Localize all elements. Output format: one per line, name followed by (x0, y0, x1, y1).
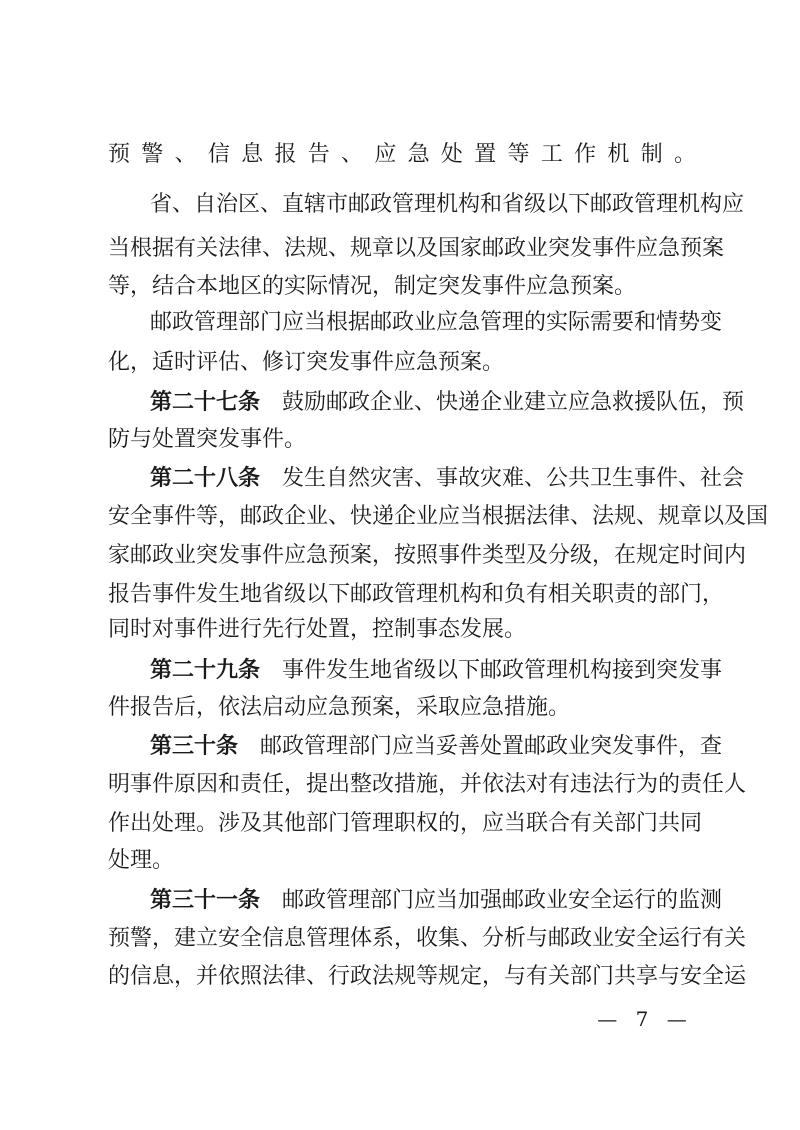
text-line: 第三十一条 邮政管理部门应当加强邮政业安全运行的监测 (150, 888, 723, 913)
text-line: 等，结合本地区的实际情况，制定突发事件应急预案。 (108, 274, 637, 299)
text-line: 作出处理。涉及其他部门管理职权的，应当联合有关部门共同 (108, 811, 703, 836)
article-number: 第二十八条 (150, 466, 261, 491)
text-line: 安全事件等，邮政企业、快递企业应当根据法律、法规、规章以及国 (108, 504, 769, 529)
text-line: 家邮政业突发事件应急预案，按照事件类型及分级，在规定时间内 (108, 543, 747, 568)
text-line: 的信息，并依照法律、行政法规等规定，与有关部门共享与安全运 (108, 964, 747, 989)
text-line: 报告事件发生地省级以下邮政管理机构和负有相关职责的部门， (108, 582, 725, 607)
text-line: 化，适时评估、修订突发事件应急预案。 (108, 350, 505, 375)
article-number: 第二十七条 (150, 390, 261, 415)
text-line: 第二十七条 鼓励邮政企业、快递企业建立应急救援队伍，预 (150, 390, 745, 415)
text-line: 邮政管理部门应当根据邮政业应急管理的实际需要和情势变 (150, 310, 723, 335)
article-number: 第二十九条 (150, 658, 261, 683)
page-number: — 7 — (597, 1007, 693, 1031)
text-line: 当根据有关法律、法规、规章以及国家邮政业突发事件应急预案 (108, 236, 725, 261)
text-line: 件报告后，依法启动应急预案，采取应急措施。 (108, 695, 571, 720)
text-line: 防与处置突发事件。 (108, 427, 307, 452)
text-line: 第三十条 邮政管理部门应当妥善处置邮政业突发事件，查 (150, 734, 723, 759)
text-line: 预警、信息报告、应急处置等工作机制。 (108, 142, 696, 167)
text-line: 第二十八条 发生自然灾害、事故灾难、公共卫生事件、社会 (150, 466, 745, 491)
text-line: 省、自治区、直辖市邮政管理机构和省级以下邮政管理机构应 (150, 192, 745, 217)
text-line: 第二十九条 事件发生地省级以下邮政管理机构接到突发事 (150, 658, 723, 683)
text-line: 处理。 (108, 848, 175, 873)
article-number: 第三十一条 (150, 888, 261, 913)
article-number: 第三十条 (150, 734, 239, 759)
text-line: 同时对事件进行先行处置，控制事态发展。 (108, 617, 527, 642)
text-line: 明事件原因和责任，提出整改措施，并依法对有违法行为的责任人 (108, 772, 747, 797)
text-line: 预警，建立安全信息管理体系，收集、分析与邮政业安全运行有关 (108, 926, 747, 951)
